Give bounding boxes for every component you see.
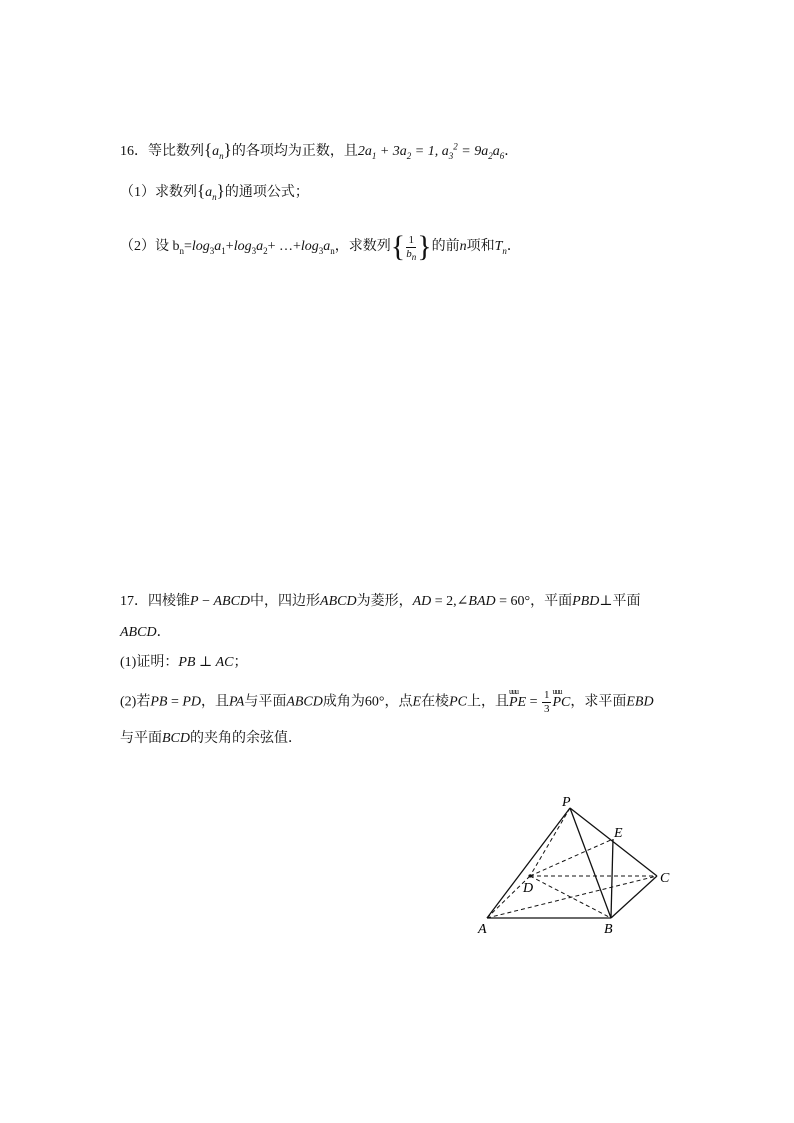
q16-stem-text-a: 等比数列	[148, 144, 204, 159]
label-C: C	[660, 871, 670, 886]
q16-bn-formula: $=\log_3a_1+\log_3a_2+$ $\dots+\log_3a_n$	[184, 239, 335, 257]
edge-AC	[487, 876, 657, 918]
edge-DB	[530, 876, 611, 918]
q16-part1: （1）求数列$\{a_n\}$的通项公式；	[120, 181, 309, 202]
q17-stem-cont: ABCD．	[120, 625, 171, 640]
q16-number: 16．	[120, 144, 148, 159]
label-B: B	[604, 922, 613, 937]
q16-part2: （2）设 $b_n=\log_3a_1+\log_3a_2+$ $\dots+\log_3a_n$，求数列{ $\frac{1}{b_n}$ }的前n项和$T_n$．	[120, 230, 521, 263]
q17-part2: (2)若PB = PD，且PA与平面ABCD成角为60°，点E在棱PC上，且uuu PE = $\frac{1}{3}$ uuu PC，求平面EBD	[120, 689, 654, 716]
edge-PD	[530, 808, 570, 876]
q16-stem-text-b: 的各项均为正数，且	[231, 144, 358, 159]
q16-stem: 16．等比数列$\{a_n\}$的各项均为正数，且$2a_1 + 3a_2 = 1$, $a_3^2 = 9a_2a_6$．	[120, 140, 519, 161]
q17-number: 17．	[120, 594, 148, 609]
edge-DE	[530, 839, 613, 876]
q16-fraction-1-over-bn: $\frac{1}{b_n}$	[406, 233, 417, 262]
label-D: D	[523, 881, 534, 896]
edge-AD	[487, 876, 530, 918]
q16-condition: $2a_1 + 3a_2 = 1$, $a_3^2 = 9a_2a_6$	[357, 141, 505, 161]
edge-PB	[570, 808, 611, 918]
q17-fraction-one-third: $\frac{1}{3}$	[543, 689, 550, 715]
q17-stem: 17．四棱锥P − ABCD中，四边形ABCD为菱形，AD = 2,∠BAD = 60°，平面PBD⊥平面	[120, 594, 641, 609]
label-A: A	[478, 922, 487, 937]
q17-part1: (1)证明：PB ⊥ AC；	[120, 655, 248, 670]
q17-part2-cont: 与平面BCD的夹角的余弦值．	[120, 731, 302, 746]
edge-EB	[611, 839, 613, 918]
label-E: E	[614, 826, 623, 841]
edge-PA	[487, 808, 570, 918]
label-P: P	[562, 795, 571, 810]
edge-BC	[611, 876, 657, 918]
edge-PC	[570, 808, 657, 876]
